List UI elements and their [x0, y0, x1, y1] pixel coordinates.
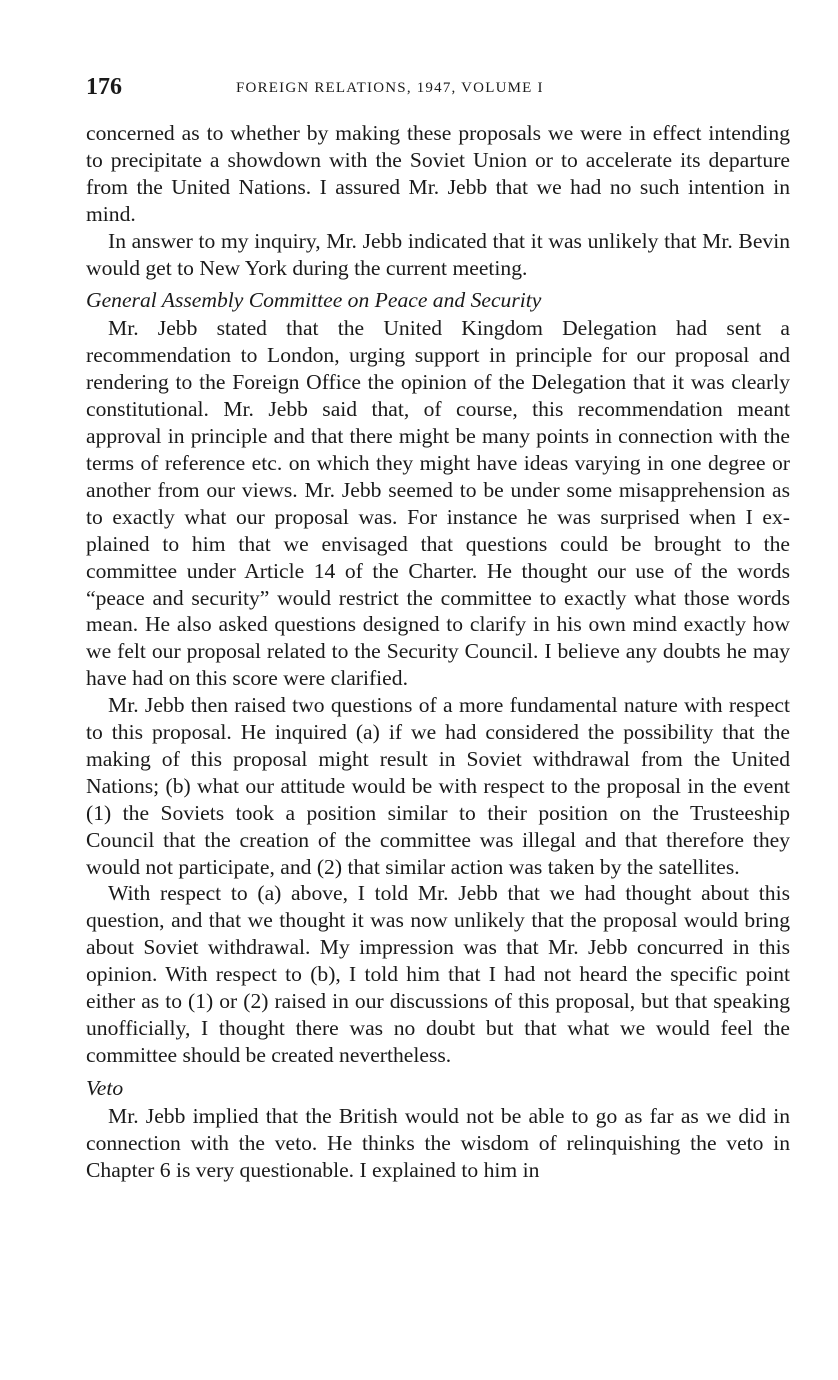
section-heading-peace-security: General Assembly Committee on Peace and Security [86, 288, 542, 313]
running-title: FOREIGN RELATIONS, 1947, VOLUME I [236, 80, 544, 96]
document-page [86, 72, 790, 1184]
paragraph-uk-delegation: Mr. Jebb stated that the United Kingdom Delegation had sent a recommendation to London, urging support in principle for our proposal and rendering to the Foreign Office the opinion of the Delegation that it was clearly constitutional. Mr. Jebb said that, of course, this recommendation meant approval in principle and that there might be many points in connection with the terms of reference etc. on which they might have ideas varying in one degree or another from our views. Mr. Jebb seemed to be under some misapprehension as to exactly what our proposal was. For instance he was surprised when I explained to him that we envisaged that questions could be brought to the committee under Article 14 of the Charter. He thought our use of the words “peace and security” would restrict the committee to exactly what those words mean. He also asked questions designed to clarify in his own mind exactly how we felt our proposal related to the Security Council. I believe any doubts he may have had on this score were clarified. [86, 316, 790, 691]
page-header [86, 72, 790, 108]
page-number: 176 [86, 74, 122, 100]
paragraph-response: With respect to (a) above, I told Mr. Jebb that we had thought about this question, and that we thought it was now unlikely that the proposal would bring about Soviet withdrawal. My impression was that Mr. Jebb concurred in this opinion. With respect to (b), I told him that I had not heard the specific point either as to (1) or (2) raised in our discussions of this proposal, but that speaking unofficially, I thought there was no doubt but that what we would feel the committee should be created nevertheless. [86, 881, 790, 1067]
section-heading-veto: Veto [86, 1075, 124, 1100]
paragraph-veto: Mr. Jebb implied that the British would not be able to go as far as we did in connection with the veto. He thinks the wisdom of relinquishing the veto in Chapter 6 is very questionable. I explained to him in [86, 1103, 790, 1182]
paragraph-two-questions: Mr. Jebb then raised two questions of a more fundamental nature with respect to this proposal. He inquired (a) if we had considered the possibility that the making of this proposal might result in Soviet withdrawal from the United Nations; (b) what our attitude would be with respect to the proposal in the event (1) the Soviets took a position similar to their position on the Trusteeship Council that the creation of the committee was illegal and that therefore they would not participate, and (2) that similar action was taken by the satellites. [86, 693, 790, 879]
paragraph-bevin: In answer to my inquiry, Mr. Jebb indicated that it was unlikely that Mr. Bevin would get to New York during the current meeting. [86, 228, 790, 280]
paragraph-continuation: concerned as to whether by making these proposals we were in effect intending to precipitate a showdown with the Soviet Union or to accelerate its departure from the United Nations. I assured Mr. Jebb that we had no such intention in mind. [86, 121, 790, 226]
